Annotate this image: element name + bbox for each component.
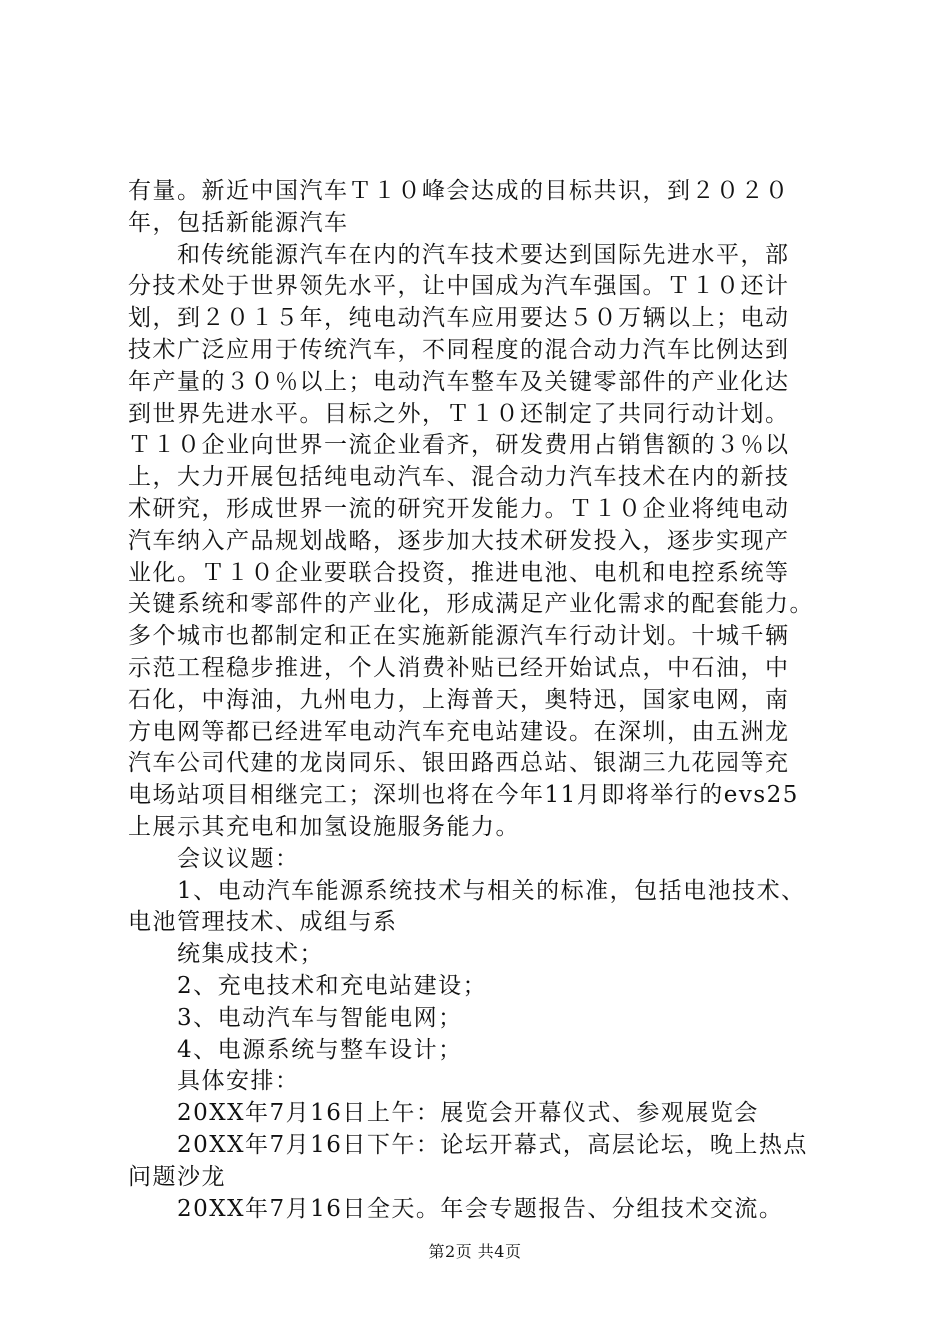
section-heading-topics: 会议议题： bbox=[177, 845, 300, 872]
document-body bbox=[128, 176, 840, 1225]
text-line: 电场站项目相继完工；深圳也将在今年11月即将举行的evs25 bbox=[128, 782, 799, 809]
page-number: 第2页 共4页 bbox=[428, 1242, 522, 1261]
text-line: 方电网等都已经进军电动汽车充电站建设。在深圳，由五洲龙 bbox=[128, 718, 790, 745]
text-line: 汽车公司代建的龙岗同乐、银田路西总站、银湖三九花园等充 bbox=[128, 750, 790, 777]
text-line: 石化，中海油，九州电力，上海普天，奥特迅，国家电网，南 bbox=[128, 686, 790, 713]
schedule-item-3: 20XX年7月16日全天。年会专题报告、分组技术交流。 bbox=[177, 1195, 784, 1222]
text-line: 术研究，形成世界一流的研究开发能力。Ｔ１０企业将纯电动 bbox=[128, 495, 790, 522]
text-line: 技术广泛应用于传统汽车，不同程度的混合动力汽车比例达到 bbox=[128, 336, 790, 363]
section-heading-schedule: 具体安排： bbox=[177, 1068, 300, 1095]
text-line: 多个城市也都制定和正在实施新能源汽车行动计划。十城千辆 bbox=[128, 623, 790, 650]
text-line: 上，大力开展包括纯电动汽车、混合动力汽车技术在内的新技 bbox=[128, 464, 790, 491]
text-line: 业化。Ｔ１０企业要联合投资，推进电池、电机和电控系统等 bbox=[128, 559, 790, 586]
topic-item-1: 1、电动汽车能源系统技术与相关的标准，包括电池技术、 bbox=[177, 877, 806, 904]
text-line: 到世界先进水平。目标之外，Ｔ１０还制定了共同行动计划。 bbox=[128, 400, 790, 427]
text-line: Ｔ１０企业向世界一流企业看齐，研发费用占销售额的３％以 bbox=[128, 432, 790, 459]
text-line: 汽车纳入产品规划战略，逐步加大技术研发投入，逐步实现产 bbox=[128, 527, 790, 554]
schedule-item-1: 20XX年7月16日上午：展览会开幕仪式、参观展览会 bbox=[177, 1100, 759, 1127]
topic-item-1-cont: 统集成技术； bbox=[177, 941, 324, 968]
text-line: 示范工程稳步推进，个人消费补贴已经开始试点，中石油，中 bbox=[128, 654, 790, 681]
text-line: 关键系统和零部件的产业化，形成满足产业化需求的配套能力。 bbox=[128, 591, 814, 618]
text-line: 年，包括新能源汽车 bbox=[128, 209, 349, 236]
topic-item-3: 3、电动汽车与智能电网； bbox=[177, 1004, 463, 1031]
topic-item-4: 4、电源系统与整车设计； bbox=[177, 1036, 463, 1063]
topic-item-1-cont: 电池管理技术、成组与系 bbox=[128, 909, 398, 936]
text-line: 和传统能源汽车在内的汽车技术要达到国际先进水平，部 bbox=[177, 241, 790, 268]
schedule-item-2: 20XX年7月16日下午：论坛开幕式，高层论坛，晚上热点 bbox=[177, 1131, 808, 1158]
text-line: 有量。新近中国汽车Ｔ１０峰会达成的目标共识，到２０２０ bbox=[128, 178, 790, 204]
text-line: 分技术处于世界领先水平，让中国成为汽车强国。Ｔ１０还计 bbox=[128, 273, 790, 300]
text-line: 上展示其充电和加氢设施服务能力。 bbox=[128, 813, 520, 840]
schedule-item-2-cont: 问题沙龙 bbox=[128, 1163, 226, 1190]
topic-item-2: 2、充电技术和充电站建设； bbox=[177, 972, 488, 999]
text-line: 划，到２０１５年，纯电动汽车应用要达５０万辆以上；电动 bbox=[128, 305, 790, 332]
text-line: 年产量的３０％以上；电动汽车整车及关键零部件的产业化达 bbox=[128, 368, 790, 395]
